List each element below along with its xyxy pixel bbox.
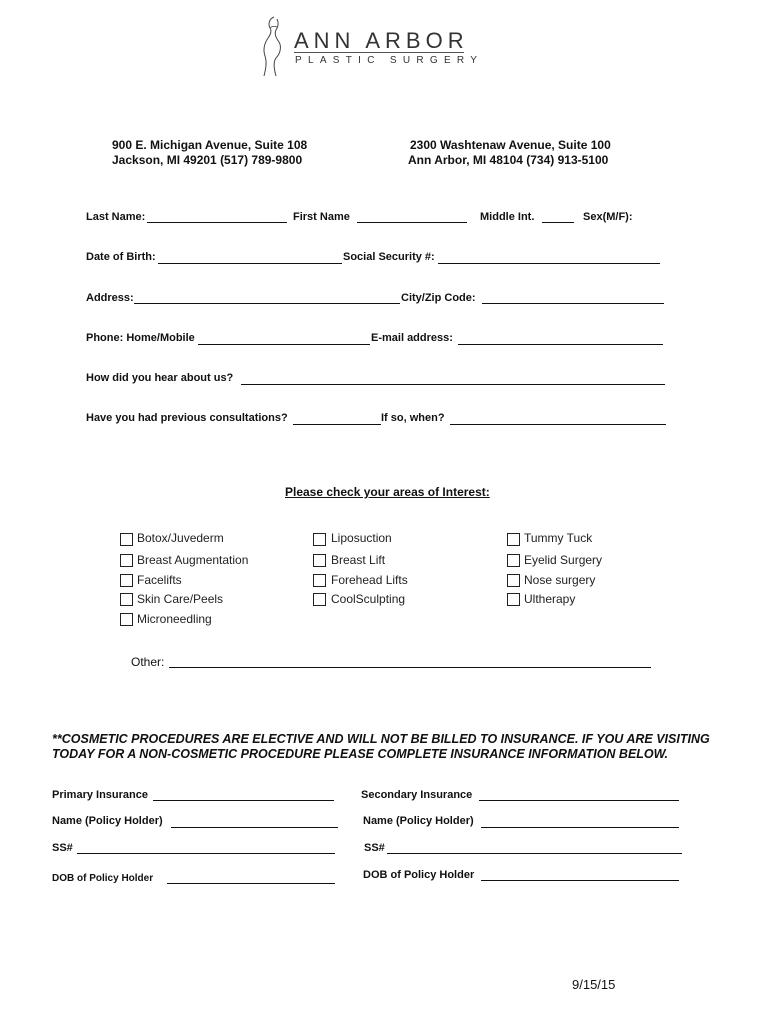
dob-field[interactable]	[158, 263, 342, 264]
policy-holder-name-label-right: Name (Policy Holder)	[363, 815, 474, 827]
address-field[interactable]	[134, 303, 400, 304]
ss-field-right[interactable]	[387, 853, 682, 854]
middle-int-label: Middle Int.	[480, 211, 535, 223]
checkbox-facelifts[interactable]	[120, 574, 133, 587]
figure-silhouette-icon	[258, 14, 288, 78]
checkbox-skin-care[interactable]	[120, 593, 133, 606]
address-left-line1: 900 E. Michigan Avenue, Suite 108	[112, 138, 308, 152]
prev-consult-label: Have you had previous consultations?	[86, 412, 288, 424]
checkbox-forehead-lifts[interactable]	[313, 574, 326, 587]
policy-holder-name-label-left: Name (Policy Holder)	[52, 815, 163, 827]
logo-divider	[294, 52, 464, 53]
checkbox-label: Facelifts	[137, 573, 182, 587]
notice-line2: TODAY FOR A NON-COSMETIC PROCEDURE PLEASE COMPLETE INSURANCE INFORMATION BELOW.	[52, 747, 668, 761]
secondary-insurance-label: Secondary Insurance	[361, 789, 473, 801]
last-name-field[interactable]	[147, 222, 287, 223]
checkbox-label: Ultherapy	[524, 592, 576, 606]
checkbox-tummy-tuck[interactable]	[507, 533, 520, 546]
city-zip-label: City/Zip Code:	[401, 292, 476, 304]
checkbox-label: Microneedling	[137, 612, 212, 626]
if-so-label: If so, when?	[381, 412, 445, 424]
dob-policy-holder-field-left[interactable]	[167, 883, 335, 884]
ssn-field[interactable]	[438, 263, 660, 264]
dob-label: Date of Birth:	[86, 251, 156, 263]
checkbox-label: Breast Augmentation	[137, 553, 249, 567]
policy-holder-name-field-right[interactable]	[481, 827, 679, 828]
first-name-label: First Name	[293, 211, 350, 223]
other-label: Other:	[131, 655, 165, 669]
interests-title: Please check your areas of Interest:	[285, 485, 490, 499]
prev-consult-field[interactable]	[293, 424, 381, 425]
ssn-label: Social Security #:	[343, 251, 435, 263]
checkbox-label: CoolSculpting	[331, 592, 406, 606]
checkbox-liposuction[interactable]	[313, 533, 326, 546]
checkbox-ultherapy[interactable]	[507, 593, 520, 606]
checkbox-label: Skin Care/Peels	[137, 592, 224, 606]
secondary-insurance-field[interactable]	[479, 800, 679, 801]
checkbox-breast-lift[interactable]	[313, 554, 326, 567]
email-field[interactable]	[458, 344, 663, 345]
checkbox-botox[interactable]	[120, 533, 133, 546]
first-name-field[interactable]	[357, 222, 467, 223]
last-name-label: Last Name:	[86, 211, 146, 223]
ss-field-left[interactable]	[77, 853, 335, 854]
other-field[interactable]	[169, 667, 651, 668]
sex-label: Sex(M/F):	[583, 211, 633, 223]
policy-holder-name-field-left[interactable]	[171, 827, 338, 828]
checkbox-label: Botox/Juvederm	[137, 531, 224, 545]
checkbox-label: Forehead Lifts	[331, 573, 408, 587]
email-label: E-mail address:	[371, 332, 453, 344]
address-right-line2: Ann Arbor, MI 48104 (734) 913-5100	[408, 153, 609, 167]
checkbox-label: Eyelid Surgery	[524, 553, 603, 567]
checkbox-eyelid-surgery[interactable]	[507, 554, 520, 567]
if-so-field[interactable]	[450, 424, 666, 425]
phone-label: Phone: Home/Mobile	[86, 332, 195, 344]
middle-int-field[interactable]	[542, 222, 574, 223]
dob-policy-holder-label-right: DOB of Policy Holder	[363, 869, 475, 881]
logo-main-text: ANN ARBOR	[294, 28, 469, 53]
checkbox-coolsculpting[interactable]	[313, 593, 326, 606]
address-left-line2: Jackson, MI 49201 (517) 789-9800	[112, 153, 303, 167]
primary-insurance-field[interactable]	[153, 800, 334, 801]
hear-about-field[interactable]	[241, 384, 665, 385]
checkbox-label: Tummy Tuck	[524, 531, 593, 545]
checkbox-nose-surgery[interactable]	[507, 574, 520, 587]
form-date: 9/15/15	[572, 977, 616, 992]
primary-insurance-label: Primary Insurance	[52, 789, 148, 801]
address-right-line1: 2300 Washtenaw Avenue, Suite 100	[410, 138, 611, 152]
checkbox-label: Liposuction	[331, 531, 392, 545]
checkbox-breast-augmentation[interactable]	[120, 554, 133, 567]
address-label: Address:	[86, 292, 134, 304]
checkbox-microneedling[interactable]	[120, 613, 133, 626]
city-zip-field[interactable]	[482, 303, 664, 304]
checkbox-label: Nose surgery	[524, 573, 596, 587]
ss-label-left: SS#	[52, 842, 73, 854]
logo-sub-text: PLASTIC SURGERY	[295, 55, 484, 66]
hear-about-label: How did you hear about us?	[86, 372, 234, 384]
phone-field[interactable]	[198, 344, 370, 345]
dob-policy-holder-field-right[interactable]	[481, 880, 679, 881]
notice-line1: **COSMETIC PROCEDURES ARE ELECTIVE AND WILL NOT BE BILLED TO INSURANCE. IF YOU ARE VISITING	[52, 732, 710, 746]
checkbox-label: Breast Lift	[331, 553, 386, 567]
dob-policy-holder-label-left: DOB of Policy Holder	[52, 873, 154, 884]
ss-label-right: SS#	[364, 842, 385, 854]
